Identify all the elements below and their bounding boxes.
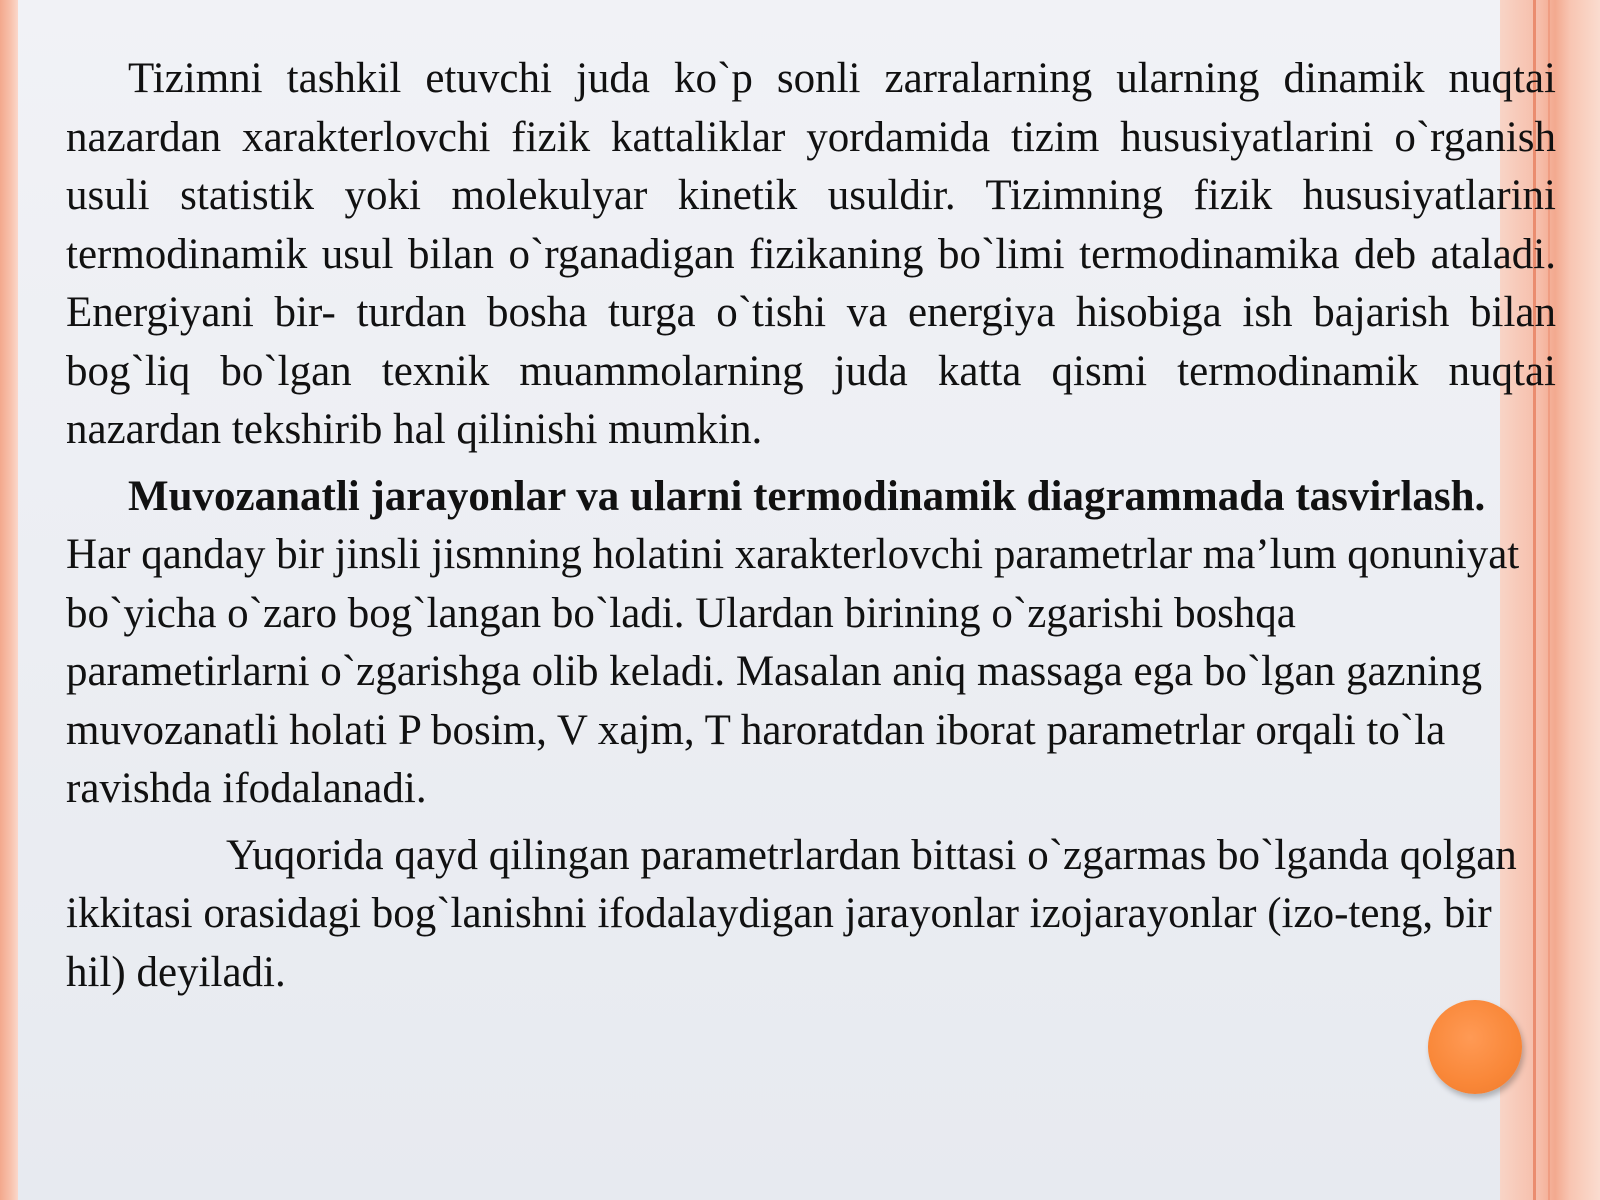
paragraph-statistical-method: Tizimni tashkil etuvchi juda ko`p sonli zarralarning ularning dinamik nuqtai nazardan xarakterlovchi fizik kattaliklar yordamida tizim hususiyatlarini o`rganish usuli statistik yoki molekulyar kinetik usuldir. Tizimning fizik hususiyatlarini termodinamik usul bilan o`rganadigan fizikaning bo`limi termodinamika deb ataladi. Energiyani bir- turdan bosha turga o`tishi va energiya hisobiga ish bajarish bilan bog`liq bo`lgan texnik muammolarning juda katta qismi termodinamik nuqtai nazardan tekshirib hal qilinishi mumkin. (66, 55, 1556, 453)
orange-circle-icon (1428, 1000, 1522, 1094)
section-heading: Muvozanatli jarayonlar va ularni termodinamik diagrammada tasvirlash. (128, 472, 1486, 520)
paragraph-body: Har qanday bir jinsli jismning holatini xarakterlovchi parametrlar ma’lum qonuniyat bo`yicha o`zaro bog`langan bo`ladi. Ulardan birining o`zgarishi boshqa parametirlarni o`zgarishga olib keladi. Masalan aniq massaga ega bo`lgan gazning muvozanatli holati P bosim, V xajm, T haroratdan iborat parametrlar orqali to`la ravishda ifodalanadi. (66, 531, 1520, 812)
left-decorative-stripe (0, 0, 18, 1200)
slide-body-text (66, 50, 1556, 1002)
paragraph-equilibrium-processes (66, 468, 1546, 819)
paragraph-isoprocesses: Yuqorida qayd qilingan parametrlardan bittasi o`zgarmas bo`lganda qolgan ikkitasi orasidagi bog`lanishni ifodalaydigan jarayonlar izojarayonlar (izo-teng, bir hil) deyiladi. (66, 831, 1517, 996)
